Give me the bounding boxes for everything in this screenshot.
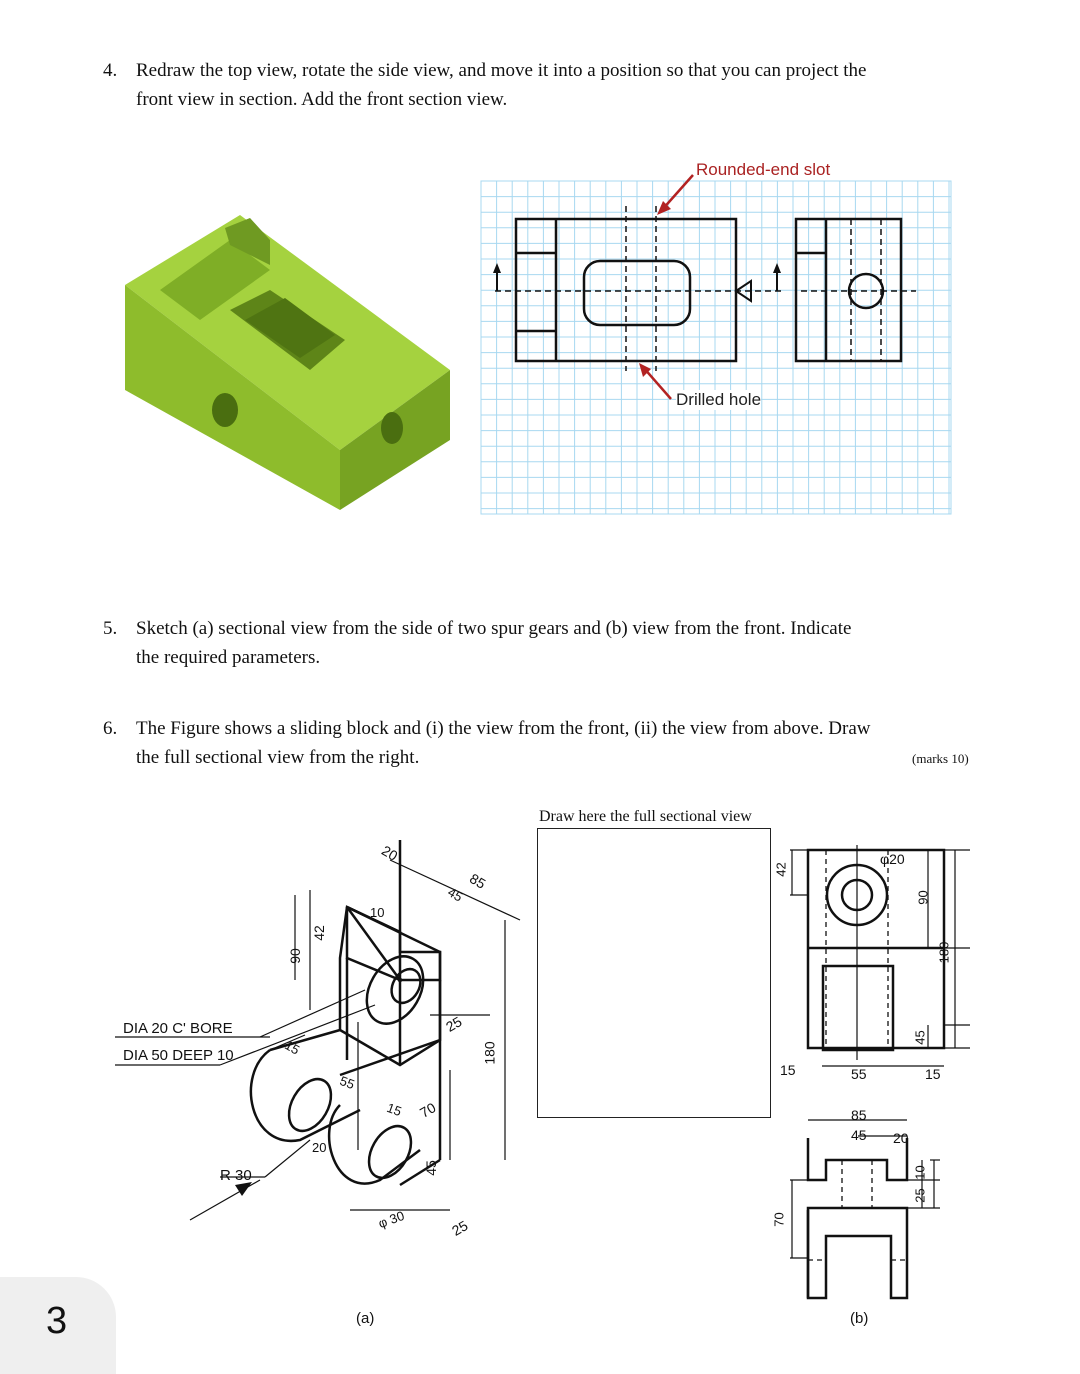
front-dim-180: 180: [936, 941, 952, 964]
front-dim-90: 90: [915, 890, 931, 905]
question-text-line1: Redraw the top view, rotate the side view, and move it into a position so that you can project the: [136, 60, 867, 81]
iso-dim-20-low: 20: [312, 1140, 327, 1155]
draw-area-label: Draw here the full sectional view: [539, 808, 752, 825]
figure-label-b: (b): [850, 1310, 869, 1327]
iso-dim-10: 10: [370, 905, 385, 920]
front-dim-55: 55: [851, 1066, 867, 1082]
question-text-line1: The Figure shows a sliding block and (i) the view from the front, (ii) the view from above. Draw: [136, 718, 871, 739]
iso-dim-15-left: 15: [282, 1037, 303, 1058]
iso-dim-45: 45: [445, 884, 466, 905]
figure-label-a: (a): [356, 1310, 375, 1327]
top-dim-25: 25: [912, 1188, 928, 1203]
top-dim-85: 85: [851, 1107, 867, 1123]
iso-dim-phi30: φ 30: [376, 1207, 407, 1232]
callout-drilled-hole: Drilled hole: [676, 390, 762, 409]
top-dim-10: 10: [912, 1165, 928, 1180]
iso-dim-85: 85: [467, 870, 489, 892]
top-dim-70: 70: [771, 1212, 787, 1227]
iso-dim-45-low: 45: [422, 1160, 439, 1176]
note-counterbore-line2: DIA 50 DEEP 10: [123, 1047, 234, 1064]
question-text-line2: the full sectional view from the right.: [136, 747, 420, 768]
orthographic-front-top-views: [770, 840, 980, 1280]
label-r30: R 30: [220, 1167, 252, 1184]
note-counterbore-line1: DIA 20 C' BORE: [123, 1020, 233, 1037]
top-dim-20: 20: [893, 1130, 909, 1146]
draw-area-box[interactable]: [537, 828, 771, 1118]
iso-dim-25-low: 25: [449, 1217, 471, 1239]
iso-dim-15-mid: 15: [384, 1099, 404, 1120]
front-dim-15-left: 15: [780, 1062, 796, 1078]
iso-dim-90: 90: [286, 948, 303, 964]
iso-dim-55: 55: [337, 1072, 357, 1093]
question-text-line1: Sketch (a) sectional view from the side of two spur gears and (b) view from the front. Indicate: [136, 618, 852, 639]
question-number: 5.: [103, 618, 118, 639]
front-dim-15-right: 15: [925, 1066, 941, 1082]
callout-rounded-end-slot: Rounded-end slot: [696, 160, 831, 179]
question-number: 4.: [103, 60, 118, 81]
question-text-line2: the required parameters.: [136, 647, 321, 668]
front-dim-45: 45: [912, 1030, 928, 1045]
iso-dim-70: 70: [417, 1099, 439, 1121]
iso-dim-25-mid: 25: [443, 1013, 465, 1035]
question-number: 6.: [103, 718, 118, 739]
top-dim-45: 45: [851, 1127, 867, 1143]
iso-dim-42: 42: [310, 925, 327, 941]
green-block-illustration: [120, 210, 460, 510]
front-dim-42: 42: [773, 862, 789, 877]
marks-label: (marks 10): [912, 751, 969, 766]
orthographic-grid-drawing: [481, 181, 951, 514]
front-dim-phi20: φ20: [880, 851, 905, 867]
iso-dim-20-top: 20: [379, 842, 401, 864]
iso-dim-180: 180: [481, 1041, 498, 1065]
question-text-line2: front view in section. Add the front section view.: [136, 89, 508, 110]
page-number: 3: [46, 1300, 68, 1342]
